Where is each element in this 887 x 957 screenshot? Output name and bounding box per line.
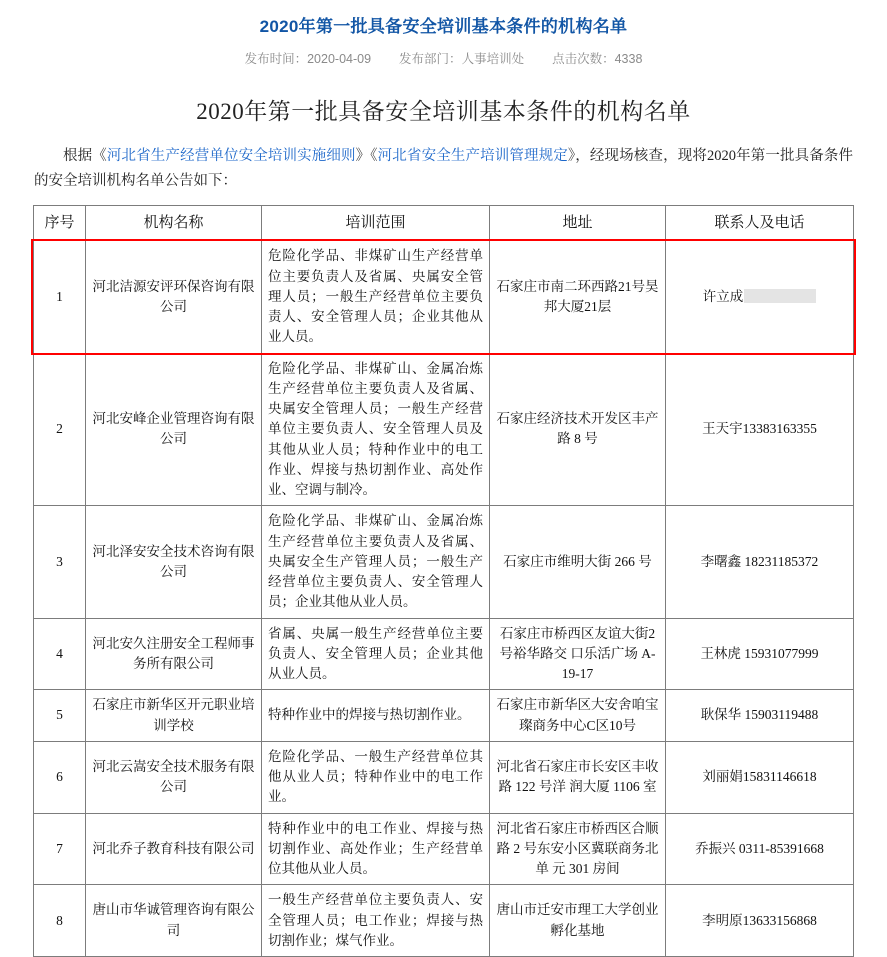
cell-index: 5 xyxy=(34,690,86,742)
cell-address: 石家庄市南二环西路21号昊邦大厦21层 xyxy=(490,241,666,353)
page-header-title: 2020年第一批具备安全培训基本条件的机构名单 xyxy=(259,17,628,36)
cell-address: 石家庄市桥西区友谊大街2号裕华路交 口乐活广场 A-19-17 xyxy=(490,618,666,690)
table-row xyxy=(34,813,854,885)
col-header-name: 机构名称 xyxy=(86,205,262,241)
institutions-table xyxy=(33,205,854,957)
cell-training-scope: 危险化学品、一般生产经营单位其他从业人员；特种作业中的电工作业。 xyxy=(262,741,490,813)
table-header-row xyxy=(34,205,854,241)
document-title: 2020年第一批具备安全培训基本条件的机构名单 xyxy=(196,99,691,124)
cell-index: 1 xyxy=(34,241,86,353)
cell-contact xyxy=(666,813,854,885)
redacted-phone xyxy=(744,289,816,303)
cell-address: 石家庄市维明大街 266 号 xyxy=(490,506,666,618)
intro-part-1: 根据《 xyxy=(63,148,107,164)
cell-contact xyxy=(666,741,854,813)
cell-address: 唐山市迁安市理工大学创业孵化基地 xyxy=(490,885,666,957)
intro-link-1[interactable]: 河北省生产经营单位安全培训实施细则 xyxy=(106,148,356,164)
cell-index: 7 xyxy=(34,813,86,885)
cell-index: 3 xyxy=(34,506,86,618)
cell-institution-name: 河北云嵩安全技术服务有限公司 xyxy=(86,741,262,813)
contact-text: 许立成 xyxy=(702,288,744,304)
contact-text: 李曙鑫 18231185372 xyxy=(700,553,819,569)
cell-contact xyxy=(666,353,854,506)
publish-dept xyxy=(399,49,524,67)
cell-institution-name: 唐山市华诚管理咨询有限公司 xyxy=(86,885,262,957)
cell-training-scope: 省属、央属一般生产经营单位主要负责人、安全管理人员；企业其他从业人员。 xyxy=(262,618,490,690)
table-row xyxy=(34,506,854,618)
col-header-scope: 培训范围 xyxy=(262,205,490,241)
view-count-label: 点击次数： xyxy=(552,52,615,66)
table-row xyxy=(34,690,854,742)
cell-index: 2 xyxy=(34,353,86,506)
publish-time xyxy=(245,49,371,67)
cell-training-scope: 危险化学品、非煤矿山、金属冶炼生产经营单位主要负责人及省属、央属安全生产管理人员；一般生产经营单位主要负责人、安全管理人员；企业其他从业人员。 xyxy=(262,506,490,618)
document-meta xyxy=(0,49,887,67)
cell-training-scope: 特种作业中的电工作业、焊接与热切割作业、高处作业；生产经营单位其他从业人员。 xyxy=(262,813,490,885)
col-header-address: 地址 xyxy=(490,205,666,241)
table-row xyxy=(34,241,854,353)
cell-institution-name: 河北乔子教育科技有限公司 xyxy=(86,813,262,885)
cell-index: 6 xyxy=(34,741,86,813)
table-row xyxy=(34,618,854,690)
contact-text: 刘丽娟15831146618 xyxy=(702,769,817,784)
contact-text: 王天宇13383163355 xyxy=(702,421,817,437)
cell-training-scope: 危险化学品、非煤矿山生产经营单位主要负责人及省属、央属安全管理人员；一般生产经营单位主要负责人、安全管理人员；企业其他从业人员。 xyxy=(262,241,490,353)
col-header-contact: 联系人及电话 xyxy=(666,205,854,241)
publish-time-label: 发布时间： xyxy=(244,52,308,66)
table-body xyxy=(34,241,854,957)
publish-dept-label: 发布部门： xyxy=(399,52,462,66)
cell-training-scope: 一般生产经营单位主要负责人、安全管理人员；电工作业；焊接与热切割作业；煤气作业。 xyxy=(262,885,490,957)
document-intro xyxy=(34,144,853,195)
cell-institution-name: 河北安久注册安全工程师事务所有限公司 xyxy=(86,618,262,690)
cell-contact xyxy=(666,618,854,690)
cell-contact xyxy=(666,241,854,353)
intro-link-2[interactable]: 河北省安全生产培训管理规定 xyxy=(377,148,568,164)
cell-institution-name: 石家庄市新华区开元职业培训学校 xyxy=(86,690,262,742)
cell-address: 石家庄经济技术开发区丰产路 8 号 xyxy=(490,353,666,506)
cell-address: 河北省石家庄市长安区丰收路 122 号洋 润大厦 1106 室 xyxy=(490,741,666,813)
cell-address: 石家庄市新华区大安舍咱宝璨商务中心C区10号 xyxy=(490,690,666,742)
cell-institution-name: 河北洁源安评环保咨询有限公司 xyxy=(86,241,262,353)
contact-text: 乔振兴 0311-85391668 xyxy=(695,840,824,856)
table-row xyxy=(34,353,854,506)
table-row xyxy=(34,885,854,957)
contact-text: 李明原13633156868 xyxy=(702,912,817,928)
cell-index: 4 xyxy=(34,618,86,690)
col-header-index: 序号 xyxy=(34,205,86,241)
cell-address: 河北省石家庄市桥西区合顺路 2 号东安小区冀联商务北单 元 301 房间 xyxy=(490,813,666,885)
table-row xyxy=(34,741,854,813)
cell-institution-name: 河北泽安安全技术咨询有限公司 xyxy=(86,506,262,618)
cell-contact xyxy=(666,690,854,742)
cell-contact xyxy=(666,885,854,957)
intro-part-2: 》《 xyxy=(355,148,378,164)
cell-training-scope: 危险化学品、非煤矿山、金属冶炼生产经营单位主要负责人及省属、央属安全管理人员；一般生产经营单位主要负责人、安全管理人员及其他从业人员；特种作业中的电工作业、焊接与热切割作业、高处作业、空调与制冷。 xyxy=(262,353,490,506)
publish-time-value: 2020-04-09 xyxy=(307,52,372,66)
contact-text: 王林虎 15931077999 xyxy=(700,645,819,661)
publish-dept-value: 人事培训处 xyxy=(461,52,525,66)
contact-text: 耿保华 15903119488 xyxy=(700,707,819,723)
view-count xyxy=(552,49,642,67)
cell-training-scope: 特种作业中的焊接与热切割作业。 xyxy=(262,690,490,742)
view-count-value: 4338 xyxy=(614,52,643,66)
cell-institution-name: 河北安峰企业管理咨询有限公司 xyxy=(86,353,262,506)
cell-contact xyxy=(666,506,854,618)
cell-index: 8 xyxy=(34,885,86,957)
intro-part-3: 》，经现场核查，现将2020年第一批具备条件的安全培训机构名单公告如下： xyxy=(34,148,854,190)
